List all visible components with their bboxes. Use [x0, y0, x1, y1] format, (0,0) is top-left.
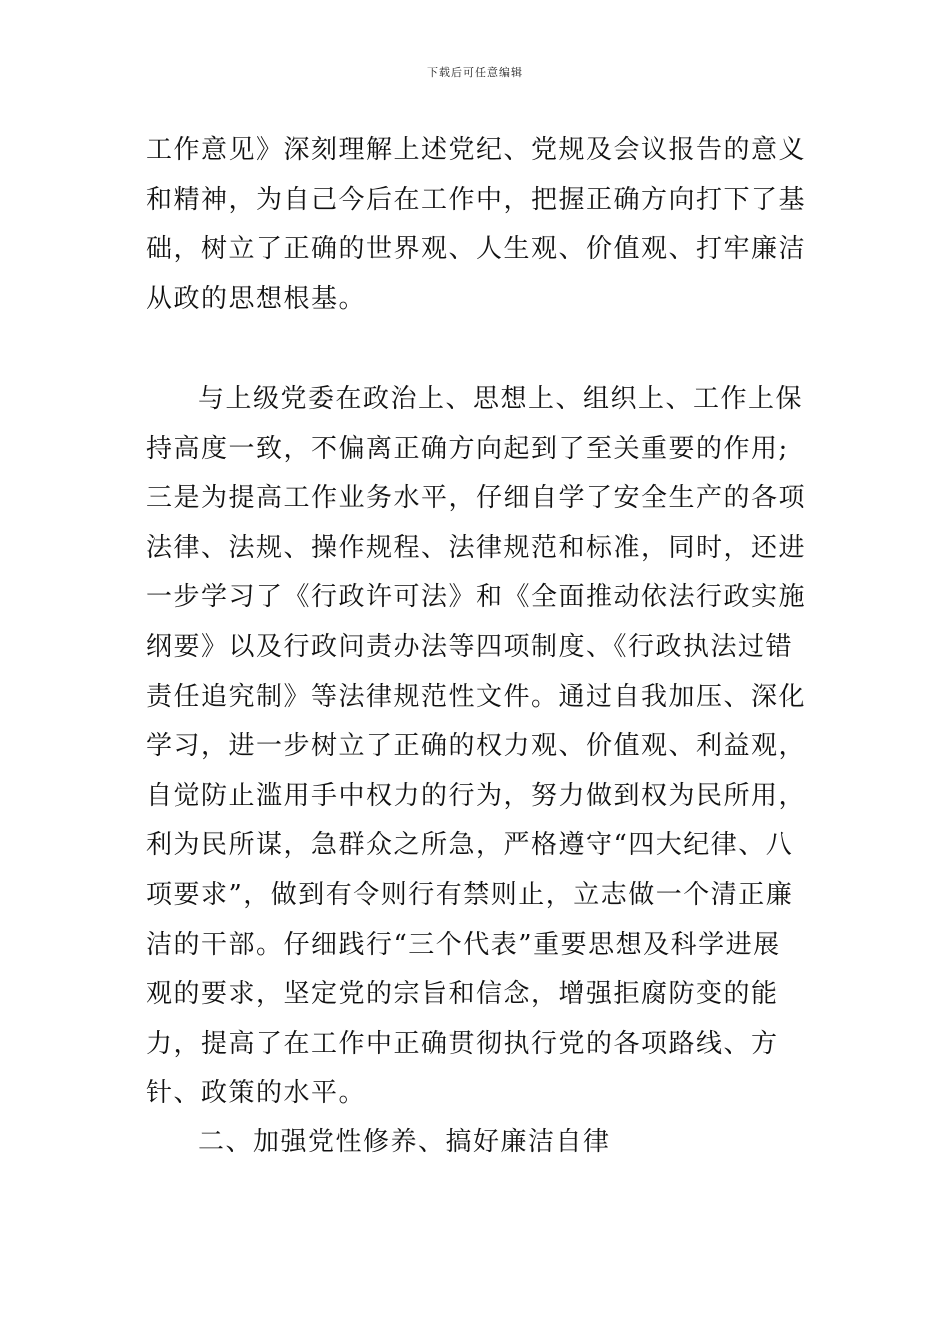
paragraph-1: 工作意见》深刻理解上述党纪、党规及会议报告的意义和精神，为自己今后在工作中，把握正确方向打下了基础，树立了正确的世界观、人生观、价值观、打牢廉洁从政的思想根基。: [146, 135, 807, 314]
page-header-note: 下载后可任意编辑: [427, 66, 523, 79]
section-heading: 二、加强党性修养、搞好廉洁自律: [198, 1127, 611, 1157]
paragraph-2: 与上级党委在政治上、思想上、组织上、工作上保持高度一致，不偏离正确方向起到了至关重要的作用;三是为提高工作业务水平，仔细自学了安全生产的各项法律、法规、操作规程、法律规范和标准，同时，还进一步学习了《行政许可法》和《全面推动依法行政实施纲要》以及行政问责办法等四项制度、《行政执法过错责任追究制》等法律规范性文件。通过自我加压、深化学习，进一步树立了正确的权力观、价值观、利益观，自觉防止滥用手中权力的行为，努力做到权为民所用，利为民所谋，急群众之所急，严格遵守“四大纪律、八项要求”，做到有令则行有禁则止，立志做一个清正廉洁的干部。仔细践行“三个代表”重要思想及科学进展观的要求，坚定党的宗旨和信念，增强拒腐防变的能力，提高了在工作中正确贯彻执行党的各项路线、方针、政策的水平。: [146, 384, 807, 1109]
